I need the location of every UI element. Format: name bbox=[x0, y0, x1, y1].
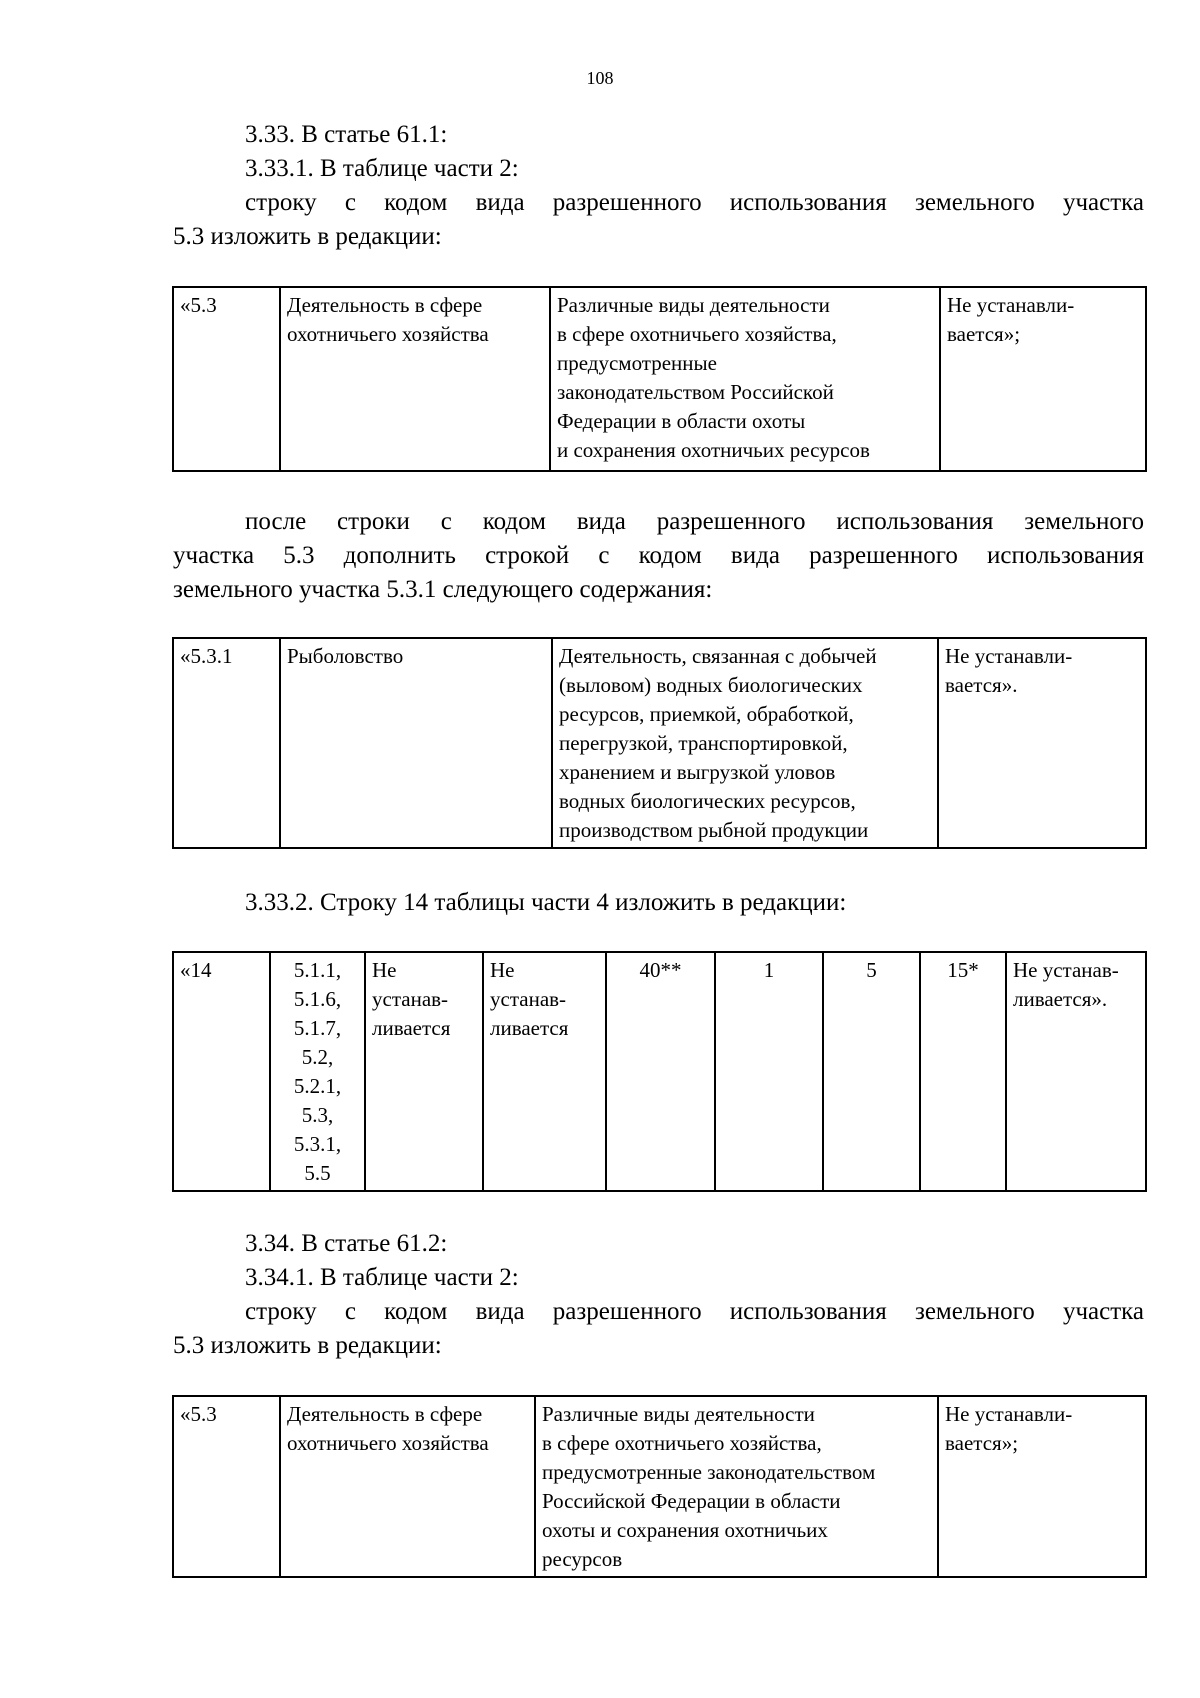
section-3-33-2-title: 3.33.2. Строку 14 таблицы части 4 изложить в редакции: bbox=[245, 889, 847, 916]
cell-line: водных биологических ресурсов, bbox=[559, 789, 856, 813]
table-row-5-3-art61-2 bbox=[172, 1395, 1147, 1578]
cell-line: предусмотренные bbox=[557, 351, 717, 375]
cell-line: Рыболовство bbox=[287, 644, 404, 668]
cell-line: хранением и выгрузкой уловов bbox=[559, 760, 836, 784]
cell-name bbox=[280, 638, 552, 848]
table-row bbox=[173, 1396, 1146, 1577]
cell-line: Различные виды деятельности bbox=[557, 293, 830, 317]
cell-line: вается»; bbox=[945, 1431, 1019, 1455]
cell-line: Не устанав- bbox=[1013, 958, 1119, 982]
cell-line: Деятельность в сфере bbox=[287, 1402, 483, 1426]
cell-row-number: «14 bbox=[173, 952, 270, 1191]
cell-line: Не bbox=[490, 958, 515, 982]
cell-line: Не устанавли- bbox=[947, 293, 1075, 317]
section-3-34-1-text-line1: строку с кодом вида разрешенного использования земельного участка bbox=[245, 1298, 1144, 1325]
cell-codes bbox=[270, 952, 365, 1191]
section-3-34-title: 3.34. В статье 61.2: bbox=[245, 1230, 448, 1257]
section-after-line1: после строки с кодом вида разрешенного использования земельного bbox=[245, 508, 1144, 535]
cell-line: Деятельность в сфере bbox=[287, 293, 483, 317]
page-number: 108 bbox=[586, 68, 614, 88]
cell-line: производством рыбной продукции bbox=[559, 818, 869, 842]
cell-col6: 1 bbox=[715, 952, 823, 1191]
section-3-33-1-text-line2: 5.3 изложить в редакции: bbox=[173, 223, 442, 250]
cell-line: Не bbox=[372, 958, 397, 982]
cell-line: 5.1.6, bbox=[293, 987, 342, 1011]
cell-line: вается»; bbox=[947, 322, 1021, 346]
cell-limit bbox=[938, 638, 1146, 848]
cell-line: законодательством Российской bbox=[557, 380, 834, 404]
cell-line: в сфере охотничьего хозяйства, bbox=[557, 322, 837, 346]
cell-line: 5.3, bbox=[301, 1103, 334, 1127]
cell-col3 bbox=[365, 952, 483, 1191]
cell-code: «5.3.1 bbox=[173, 638, 280, 848]
cell-line: 5.2.1, bbox=[293, 1074, 342, 1098]
section-3-33-1-title: 3.33.1. В таблице части 2: bbox=[245, 155, 519, 182]
cell-col7: 5 bbox=[823, 952, 920, 1191]
cell-line: 5.1.7, bbox=[293, 1016, 342, 1040]
section-3-33-title: 3.33. В статье 61.1: bbox=[245, 121, 448, 148]
cell-line: ресурсов, приемкой, обработкой, bbox=[559, 702, 854, 726]
cell-line: Российской Федерации в области bbox=[542, 1489, 841, 1513]
cell-code: «5.3 bbox=[173, 287, 280, 471]
cell-line: ливается bbox=[372, 1016, 451, 1040]
cell-line: предусмотренные законодательством bbox=[542, 1460, 876, 1484]
section-after-line2: участка 5.3 дополнить строкой с кодом вида разрешенного использования bbox=[173, 542, 1144, 569]
cell-line: вается». bbox=[945, 673, 1018, 697]
cell-col9 bbox=[1006, 952, 1146, 1191]
cell-line: ливается bbox=[490, 1016, 569, 1040]
section-3-34-1-text-line2: 5.3 изложить в редакции: bbox=[173, 1332, 442, 1359]
cell-description bbox=[550, 287, 940, 471]
cell-line: и сохранения охотничьих ресурсов bbox=[557, 438, 870, 462]
section-after-line3: земельного участка 5.3.1 следующего содержания: bbox=[173, 576, 713, 603]
table-row-5-3-art61-1 bbox=[172, 286, 1147, 472]
cell-line: охотничьего хозяйства bbox=[287, 1431, 489, 1455]
cell-line: Не устанавли- bbox=[945, 644, 1073, 668]
cell-line: Деятельность, связанная с добычей bbox=[559, 644, 877, 668]
cell-line: (выловом) водных биологических bbox=[559, 673, 863, 697]
cell-line: Федерации в области охоты bbox=[557, 409, 806, 433]
cell-line: охотничьего хозяйства bbox=[287, 322, 489, 346]
cell-limit bbox=[940, 287, 1146, 471]
cell-line: 5.5 bbox=[304, 1161, 331, 1185]
table-row bbox=[173, 638, 1146, 848]
cell-line: охоты и сохранения охотничьих bbox=[542, 1518, 828, 1542]
cell-description bbox=[552, 638, 938, 848]
cell-line: 5.1.1, bbox=[293, 958, 342, 982]
cell-line: устанав- bbox=[372, 987, 449, 1011]
cell-line: 5.2, bbox=[301, 1045, 334, 1069]
cell-line: устанав- bbox=[490, 987, 567, 1011]
section-3-34-1-title: 3.34.1. В таблице части 2: bbox=[245, 1264, 519, 1291]
cell-line: в сфере охотничьего хозяйства, bbox=[542, 1431, 822, 1455]
table-row bbox=[173, 952, 1146, 1191]
cell-description bbox=[535, 1396, 938, 1577]
cell-code: «5.3 bbox=[173, 1396, 280, 1577]
cell-line: Различные виды деятельности bbox=[542, 1402, 815, 1426]
cell-line: 5.3.1, bbox=[293, 1132, 342, 1156]
cell-limit bbox=[938, 1396, 1146, 1577]
cell-line: Не устанавли- bbox=[945, 1402, 1073, 1426]
cell-name bbox=[280, 287, 550, 471]
cell-line: ливается». bbox=[1013, 987, 1108, 1011]
cell-col5: 40** bbox=[606, 952, 715, 1191]
cell-col8: 15* bbox=[920, 952, 1006, 1191]
table-row-5-3-1 bbox=[172, 637, 1147, 849]
table-row bbox=[173, 287, 1146, 471]
cell-line: перегрузкой, транспортировкой, bbox=[559, 731, 848, 755]
cell-name bbox=[280, 1396, 535, 1577]
section-3-33-1-text-line1: строку с кодом вида разрешенного использования земельного участка bbox=[245, 189, 1144, 216]
cell-line: ресурсов bbox=[542, 1547, 623, 1571]
table-row-14 bbox=[172, 951, 1147, 1192]
cell-col4 bbox=[483, 952, 606, 1191]
